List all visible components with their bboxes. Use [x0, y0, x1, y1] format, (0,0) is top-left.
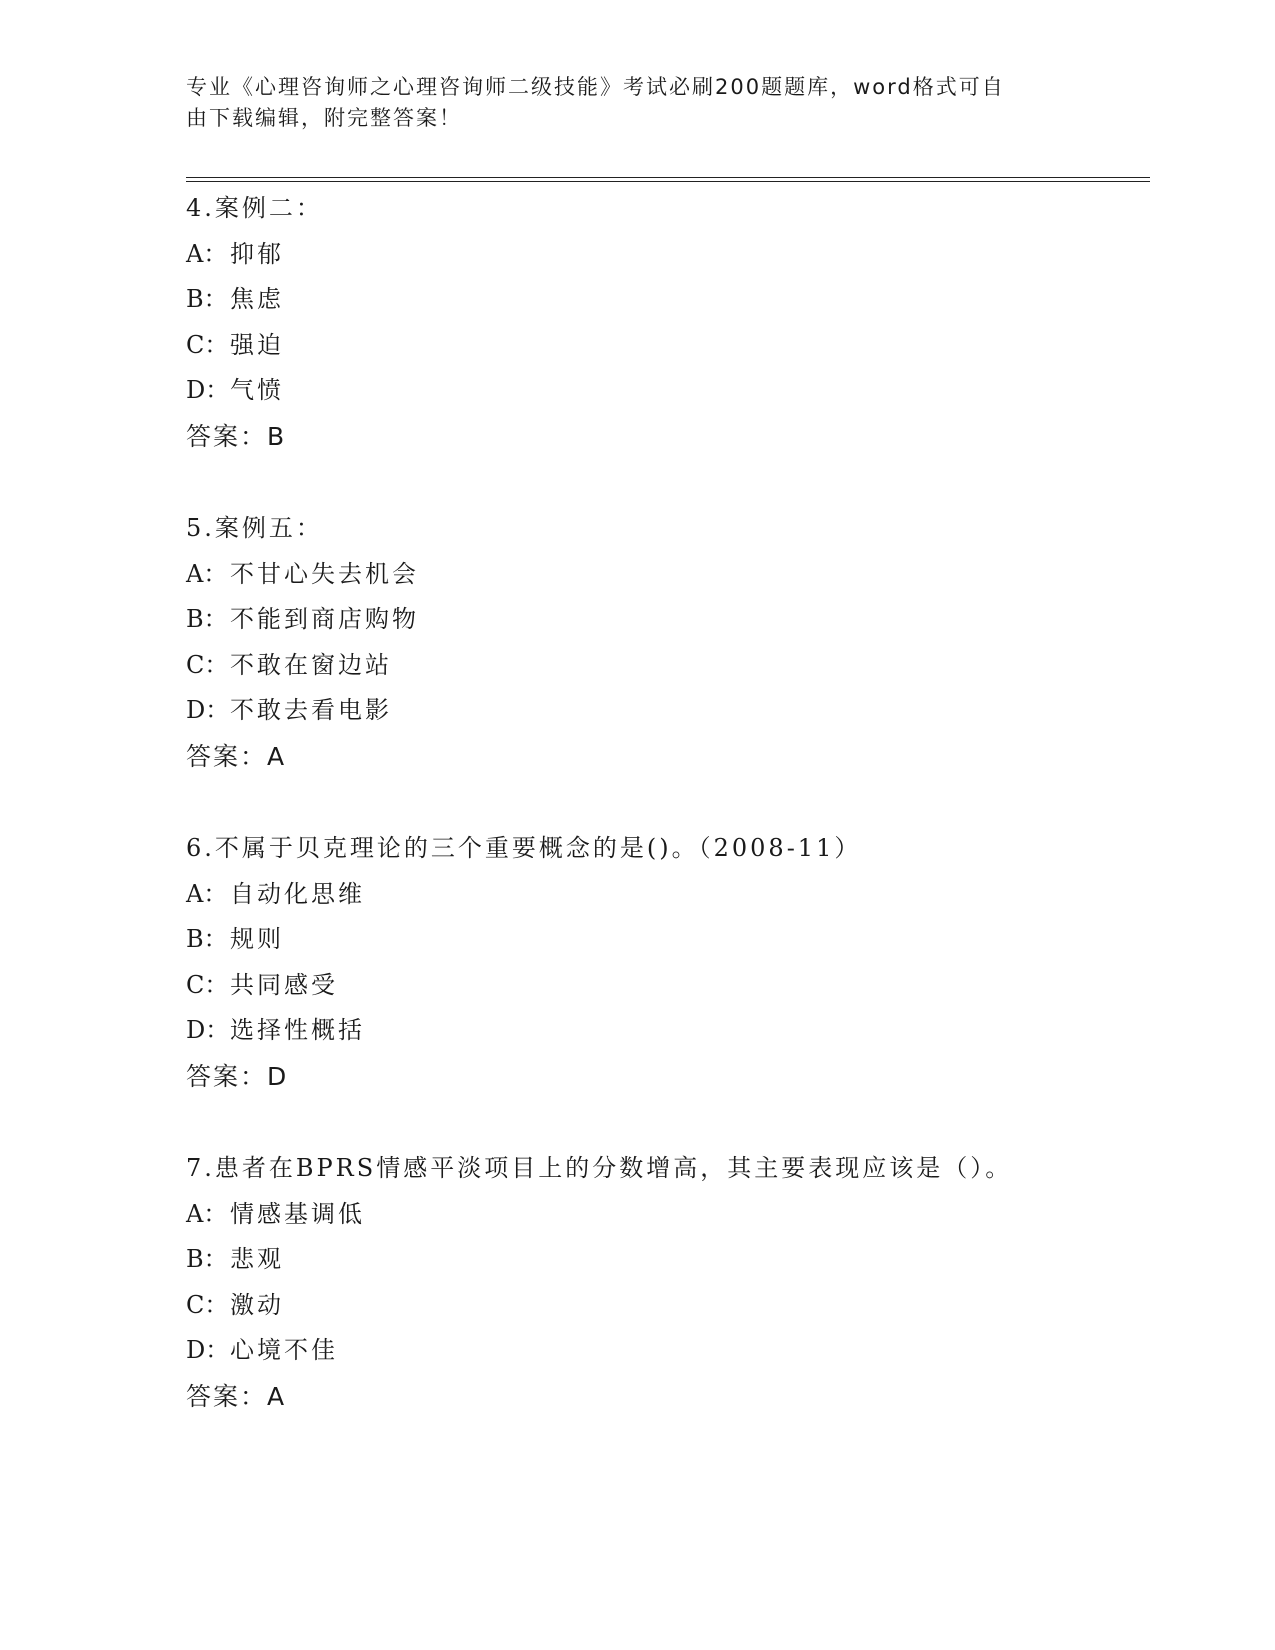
question-title: 6.不属于贝克理论的三个重要概念的是()。（2008-11） [186, 834, 862, 862]
option-c [186, 643, 1186, 689]
option-b [186, 1237, 1186, 1283]
header-line-2: 由下载编辑，附完整答案！ [186, 106, 462, 130]
option-letter: D： [186, 1336, 230, 1364]
option-letter: C： [186, 330, 229, 359]
option-letter: B： [186, 925, 228, 953]
option-text: 不能到商店购物 [230, 605, 419, 633]
option-b [186, 277, 1186, 323]
option-a [186, 232, 1186, 278]
option-a [186, 1192, 1186, 1238]
option-letter: C： [186, 1290, 229, 1319]
option-c [186, 1283, 1186, 1329]
option-d [186, 1008, 1186, 1054]
option-text: 共同感受 [230, 970, 338, 999]
question-block [186, 826, 1186, 1099]
option-text: 焦虑 [230, 285, 284, 313]
header-divider [186, 177, 1150, 182]
option-letter: D： [186, 1016, 230, 1044]
option-text: 规则 [230, 925, 284, 953]
option-d [186, 1328, 1186, 1374]
option-d [186, 368, 1186, 414]
option-a [186, 552, 1186, 598]
option-text: 强迫 [230, 330, 284, 359]
question-title: 7.患者在BPRS情感平淡项目上的分数增高，其主要表现应该是（）。 [186, 1154, 1013, 1182]
answer-line: 答案：D [186, 1061, 289, 1091]
option-text: 气愤 [230, 376, 284, 404]
option-text: 激动 [230, 1290, 284, 1319]
header-line-1: 专业《心理咨询师之心理咨询师二级技能》考试必刷200题题库，word格式可自 [186, 75, 1005, 99]
answer-line: 答案：A [186, 741, 287, 771]
option-c [186, 963, 1186, 1009]
option-letter: D： [186, 376, 230, 404]
option-text: 不敢去看电影 [230, 696, 392, 724]
answer-line: 答案：B [186, 421, 287, 451]
option-letter: B： [186, 285, 228, 313]
question-title: 5.案例五： [186, 514, 323, 542]
option-a [186, 872, 1186, 918]
answer-line: 答案：A [186, 1381, 287, 1411]
option-letter: A： [186, 559, 228, 588]
option-letter: C： [186, 650, 229, 679]
option-letter: C： [186, 970, 229, 999]
question-block [186, 506, 1186, 779]
option-letter: A： [186, 239, 228, 268]
option-letter: A： [186, 1199, 228, 1228]
option-text: 情感基调低 [230, 1199, 365, 1228]
option-c [186, 323, 1186, 369]
question-block [186, 186, 1186, 459]
option-text: 选择性概括 [230, 1016, 365, 1044]
option-text: 心境不佳 [230, 1336, 338, 1364]
option-text: 不甘心失去机会 [230, 559, 419, 588]
option-b [186, 597, 1186, 643]
option-text: 不敢在窗边站 [230, 650, 392, 679]
document-header [186, 72, 1066, 134]
option-letter: B： [186, 1245, 228, 1273]
option-text: 抑郁 [230, 239, 284, 268]
option-text: 悲观 [230, 1245, 284, 1273]
option-letter: B： [186, 605, 228, 633]
option-letter: D： [186, 696, 230, 724]
option-text: 自动化思维 [230, 879, 365, 908]
question-title: 4.案例二： [186, 194, 323, 222]
option-d [186, 688, 1186, 734]
question-block [186, 1146, 1186, 1419]
option-letter: A： [186, 879, 228, 908]
option-b [186, 917, 1186, 963]
